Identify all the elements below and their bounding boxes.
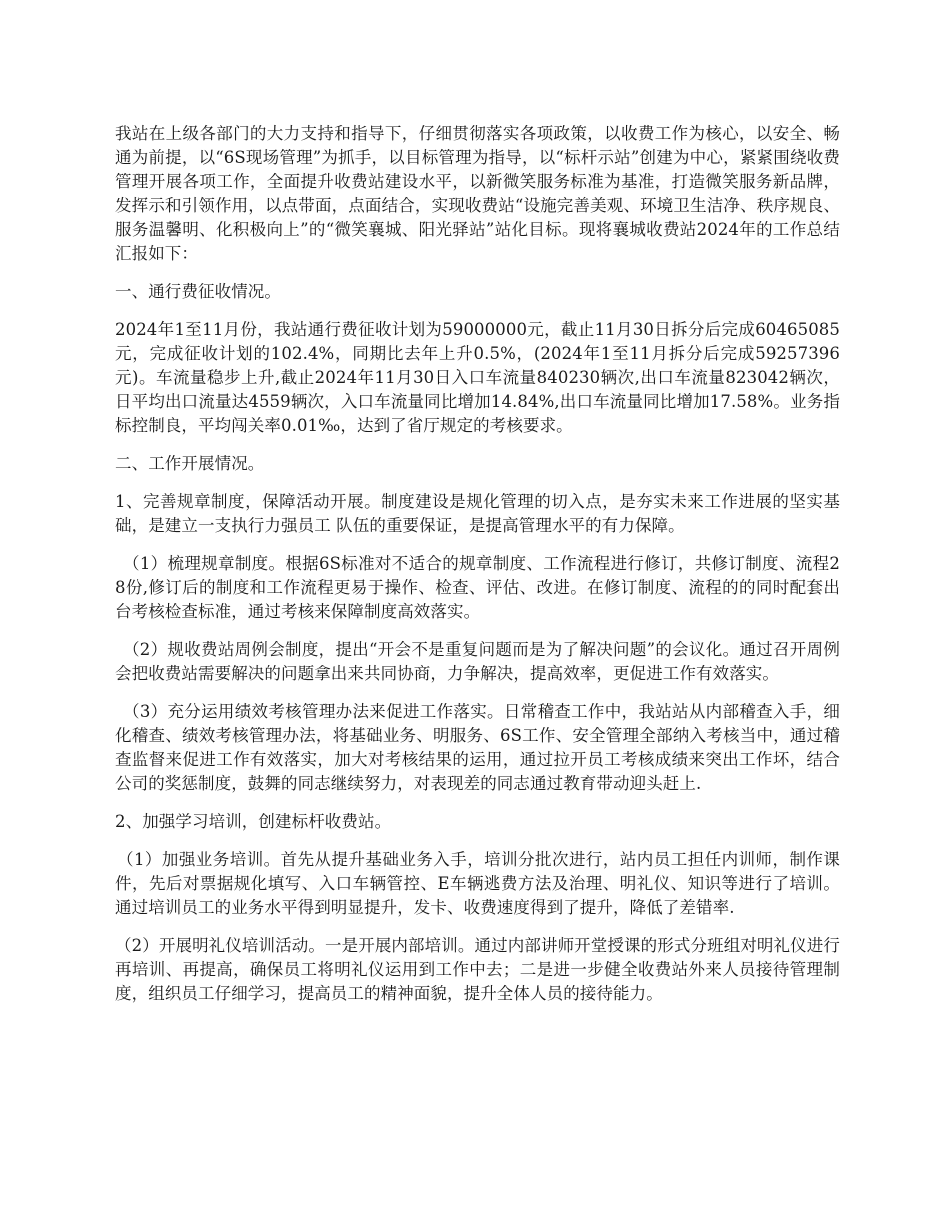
section-heading-work-progress: 二、工作开展情况。 — [115, 454, 265, 473]
training-heading-paragraph: 2、加强学习培训，创建标杆收费站。 — [115, 812, 392, 831]
weekly-meeting-paragraph: （2）规收费站周例会制度，提出“开会不是重复问题而是为了解决问题”的会议化。通过召开周例会把收费站需要解决的问题拿出来共同协商，力争解决，提高效率，更促进工作有效落实。 — [115, 640, 840, 683]
toll-collection-paragraph: 2024年1至11月份，我站通行费征收计划为59000000元，截止11月30日拆分后完成60465085元，完成征收计划的102.4%，同期比去年上升0.5%，(2024年1至11月拆分后完成59257396元)。车流量稳步上升,截止2024年11月30日入口车流量840230辆次,出口车流量823042辆次，日平均出口流量达4559辆次，入口车流量同比增加14.84%,出口车流量同比增加17.58%。业务指标控制良，平均闯关率0.01‰，达到了省厅规定的考核要求。 — [115, 320, 840, 435]
intro-paragraph: 我站在上级各部门的大力支持和指导下，仔细贯彻落实各项政策，以收费工作为核心，以安全、畅通为前提，以“6S现场管理”为抓手，以目标管理为指导，以“标杆示站”创建为中心，紧紧围绕收费管理开展各项工作，全面提升收费站建设水平，以新微笑服务标准为基准，打造微笑服务新品牌，发挥示和引领作用，以点带面，点面结合，实现收费站“设施完善美观、环境卫生洁净、秩序规良、服务温馨明、化积极向上”的“微笑襄城、阳光驿站”站化目标。现将襄城收费站2024年的工作总结汇报如下： — [115, 124, 840, 263]
performance-review-paragraph: （3）充分运用绩效考核管理办法来促进工作落实。日常稽查工作中，我站站从内部稽查入手，细化稽查、绩效考核管理办法，将基础业务、明服务、6S工作、安全管理全部纳入考核当中，通过稽查监督来促进工作有效落实，加大对考核结果的运用，通过拉开员工考核成绩来突出工作坏，结合公司的奖惩制度，鼓舞的同志继续努力，对表现差的同志通过教育带动迎头赶上. — [115, 702, 840, 793]
business-training-paragraph: （1）加强业务培训。首先从提升基础业务入手，培训分批次进行，站内员工担任内训师，制作课件，先后对票据规化填写、入口车辆管控、E车辆逃费方法及治理、明礼仪、知识等进行了培训。通过培训员工的业务水平得到明显提升，发卡、收费速度得到了提升，降低了差错率. — [115, 850, 840, 917]
rules-system-paragraph: 1、完善规章制度，保障活动开展。制度建设是规化管理的切入点，是夯实未来工作进展的坚实基础，是建立一支执行力强员工 队伍的重要保证，是提高管理水平的有力保障。 — [115, 492, 840, 535]
rules-review-paragraph: （1）梳理规章制度。根据6S标准对不适合的规章制度、工作流程进行修订，共修订制度、流程28份,修订后的制度和工作流程更易于操作、检查、评估、改进。在修订制度、流程的的同时配套出台考核检查标准，通过考核来保障制度高效落实。 — [115, 554, 840, 621]
section-heading-toll-collection: 一、通行费征收情况。 — [115, 282, 281, 301]
document-page — [115, 122, 840, 1020]
etiquette-training-paragraph: （2）开展明礼仪培训活动。一是开展内部培训。通过内部讲师开堂授课的形式分班组对明礼仪进行再培训、再提高，确保员工将明礼仪运用到工作中去；二是进一步健全收费站外来人员接待管理制度，组织员工仔细学习，提高员工的精神面貌，提升全体人员的接待能力。 — [115, 936, 840, 1003]
